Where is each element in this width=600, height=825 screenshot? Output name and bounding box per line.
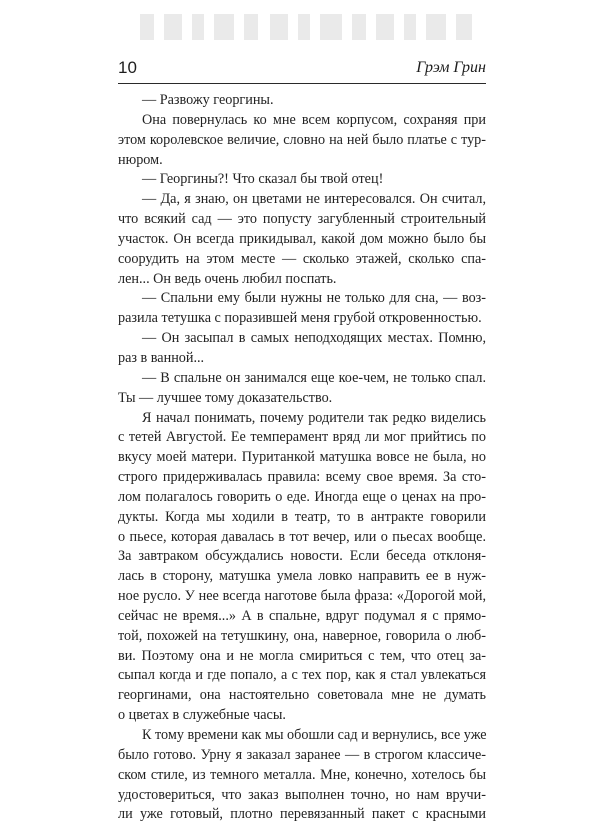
text-line: удостовериться, что заказ выполнен точно, но нам вручи- — [118, 786, 486, 803]
text-line: За завтраком обсуждались новости. Если беседа отклоня- — [118, 548, 486, 565]
text-line: ное русло. У нее всегда наготове была фраза: «Дорогой мой, — [118, 588, 486, 605]
header-rule — [118, 83, 486, 84]
text-line: участок. Он всегда прикидывал, какой дом можно было бы — [118, 230, 486, 247]
text-line: вкусу моей матери. Пуританкой матушка вовсе не была, но — [118, 449, 486, 466]
text-line: этом королевское величие, словно на ней было платье с тур- — [118, 131, 486, 148]
page-number: 10 — [118, 58, 137, 77]
running-head-author: Грэм Грин — [416, 59, 486, 76]
text-line: разила тетушка с поразившей меня грубой откровенностью. — [118, 310, 482, 327]
text-line: ском стиле, из темного металла. Мне, конечно, хотелось бы — [118, 766, 486, 783]
text-line: Ты — лучшее тому доказательство. — [118, 389, 333, 406]
text-line: Я начал понимать, почему родители так редко виделись — [142, 409, 486, 426]
text-line: раз в ванной... — [118, 349, 205, 366]
text-line: — В спальне он занимался еще кое-чем, не только спал. — [142, 369, 486, 386]
text-line: — Развожу георгины. — [142, 92, 274, 108]
text-line: лен... Он ведь очень любил поспать. — [118, 270, 337, 287]
text-line: соорудить на этом месте — сколько этажей, сколько спа- — [118, 250, 486, 267]
body-text — [118, 91, 486, 825]
text-line: строго придерживалась правила: всему свое время. За сто- — [118, 469, 486, 486]
text-line: георгинами, она настоятельно советовала мне не думать — [118, 687, 486, 704]
text-line: — Да, я знаю, он цветами не интересовался. Он считал, — [142, 191, 486, 208]
text-line: что всякий сад — это попусту загубленный строительный — [118, 211, 486, 228]
text-line: о цветах в служебные часы. — [118, 707, 286, 724]
text-line: лась в сторону, матушка умела ловко направить ее в нуж- — [118, 568, 486, 585]
text-line: о пьесе, которая давалась в тот вечер, или о пьесах вообще. — [118, 528, 486, 545]
page-header — [118, 58, 486, 82]
text-line: было готово. Урну я заказал заранее — в строгом классиче- — [118, 746, 486, 763]
text-line: ви. Поэтому она и не могла смириться с тем, что отец за- — [118, 647, 486, 664]
text-line: — Спальни ему были нужны не только для сна, — воз- — [142, 290, 486, 307]
bleed-through-decoration — [130, 6, 490, 46]
text-line: той, похожей на тетушкину, она, наверное, говорила о люб- — [118, 627, 486, 644]
text-line: К тому времени как мы обошли сад и вернулись, все уже — [142, 727, 487, 743]
text-line: Она повернулась ко мне всем корпусом, сохраняя при — [142, 111, 486, 128]
text-line: сыпал когда и где попало, а с тех пор, как я стал увлекаться — [118, 667, 486, 684]
text-line: сейчас не время...» А в спальне, вдруг подумал я с прямо- — [118, 607, 486, 624]
text-line: — Георгины?! Что сказал бы твой отец! — [142, 171, 384, 188]
text-line: ли уже готовый, плотно перевязанный пакет с красными — [118, 806, 486, 823]
text-line: нюром. — [118, 151, 163, 168]
text-line: с тетей Августой. Ее темперамент вряд ли мог прийтись по — [118, 429, 486, 446]
text-line: дукты. Когда мы ходили в театр, то в антракте говорили — [118, 508, 486, 525]
text-line: лом полагалось говорить о еде. Иногда еще о ценах на про- — [118, 488, 486, 505]
text-line: — Он засыпал в самых неподходящих местах. Помню, — [142, 330, 486, 347]
